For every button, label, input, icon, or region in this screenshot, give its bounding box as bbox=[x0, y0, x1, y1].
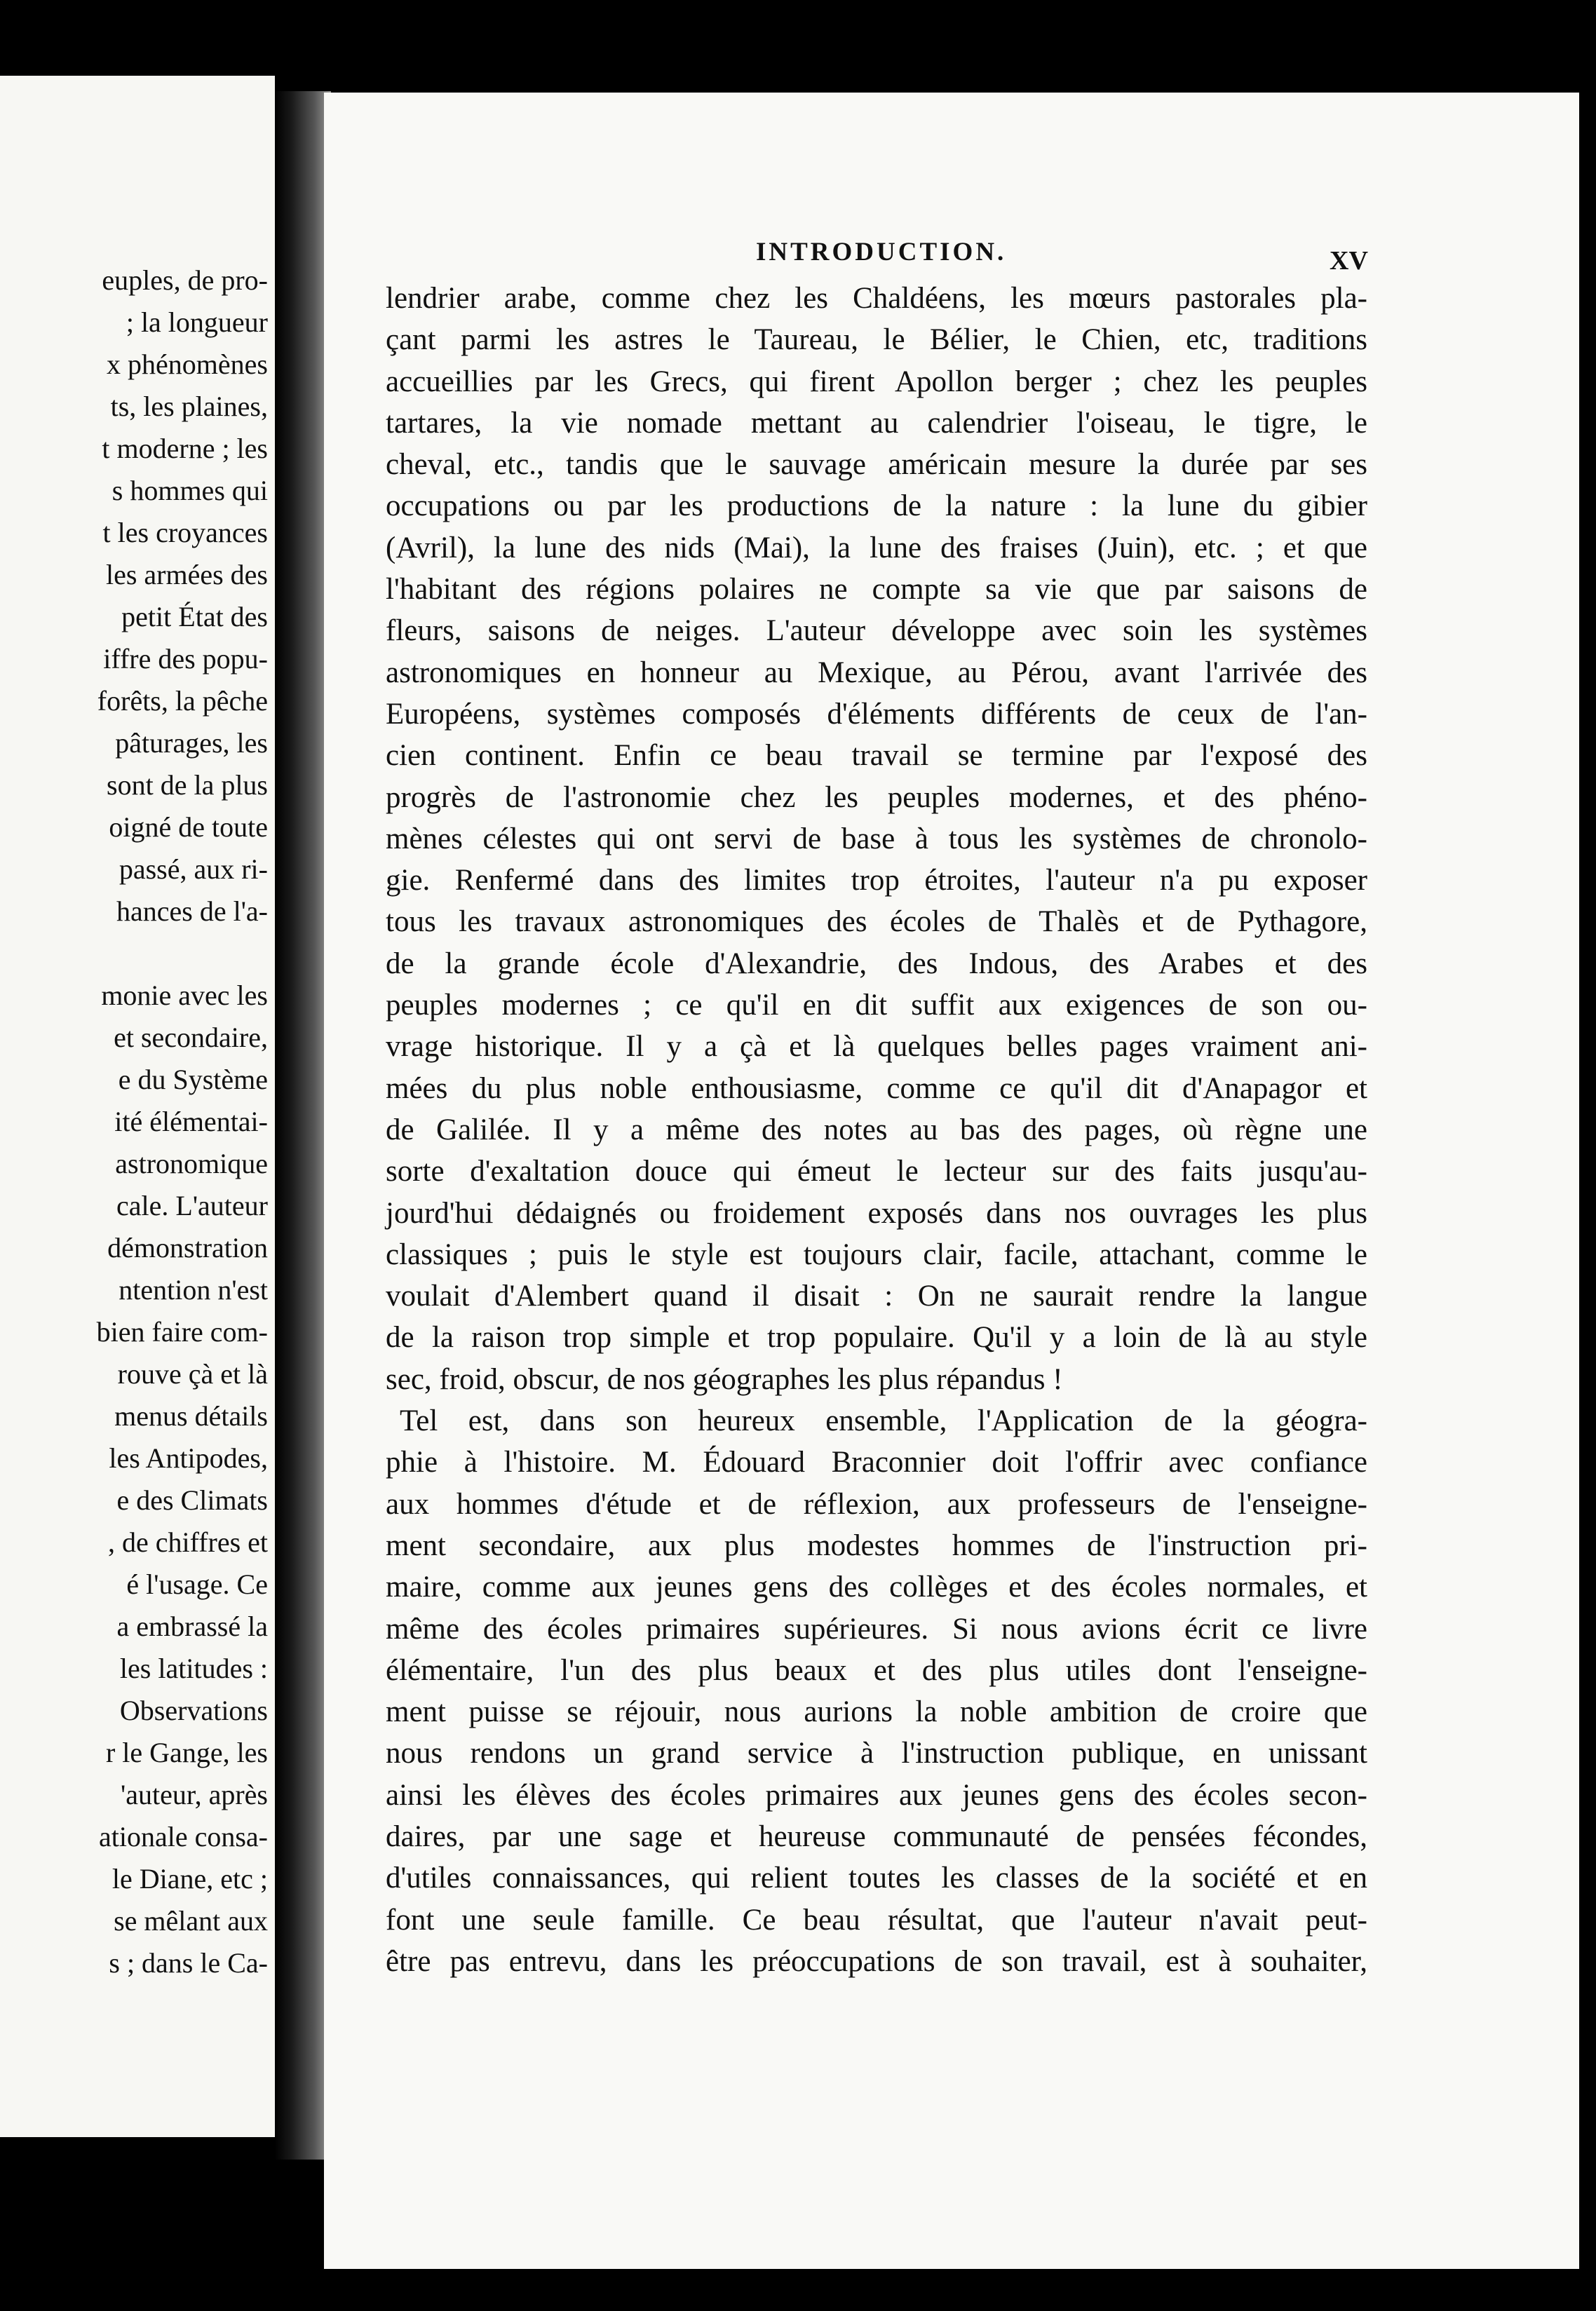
text-line: fleurs, saisons de neiges. L'auteur développe avec soin les systèmes bbox=[386, 614, 1367, 648]
text-line: classiques ; puis le style est toujours clair, facile, attachant, comme le bbox=[386, 1238, 1367, 1271]
text-line: ité élémentai- bbox=[114, 1106, 268, 1137]
text-line: peuples modernes ; ce qu'il en dit suffit aux exigences de son ou- bbox=[386, 989, 1367, 1022]
text-line: ntention n'est bbox=[119, 1274, 268, 1306]
left-page bbox=[0, 76, 275, 2137]
text-line: sec, froid, obscur, de nos géographes les plus répandus ! bbox=[386, 1362, 1063, 1396]
text-line: ationale consa- bbox=[99, 1821, 268, 1852]
text-line: cien continent. Enfin ce beau travail se termine par l'exposé des bbox=[386, 739, 1367, 773]
text-line: astronomique bbox=[115, 1148, 268, 1179]
text-line: euples, de pro- bbox=[102, 264, 268, 296]
text-line: forêts, la pêche bbox=[97, 685, 268, 717]
text-line: nous rendons un grand service à l'instruction publique, en unissant bbox=[386, 1737, 1367, 1770]
text-line: et secondaire, bbox=[114, 1022, 268, 1053]
left-page-text bbox=[0, 259, 272, 1984]
text-line: être pas entrevu, dans les préoccupations de son travail, est à souhaiter, bbox=[386, 1944, 1367, 1978]
text-line: occupations ou par les productions de la nature : la lune du gibier bbox=[386, 489, 1367, 523]
text-line: sorte d'exaltation douce qui émeut le lecteur sur des faits jusqu'au- bbox=[386, 1155, 1367, 1188]
text-line: t moderne ; les bbox=[102, 433, 268, 464]
text-line: e du Système bbox=[118, 1064, 268, 1095]
text-line: ; la longueur bbox=[126, 306, 268, 338]
text-line: ainsi les élèves des écoles primaires aux jeunes gens des écoles secon- bbox=[386, 1778, 1367, 1812]
text-line: 'auteur, après bbox=[121, 1779, 268, 1810]
text-line: ts, les plaines, bbox=[110, 391, 268, 422]
page-number: XV bbox=[1330, 246, 1368, 276]
text-line: cheval, etc., tandis que le sauvage américain mesure la durée par ses bbox=[386, 448, 1367, 482]
text-line: Européens, systèmes composés d'éléments différents de ceux de l'an- bbox=[386, 697, 1367, 731]
text-line: gie. Renfermé dans des limites trop étroites, l'auteur n'a pu exposer bbox=[386, 864, 1367, 897]
text-line: les armées des bbox=[105, 559, 268, 590]
text-line: tous les travaux astronomiques des écoles de Thalès et de Pythagore, bbox=[386, 905, 1367, 939]
text-line: tartares, la vie nomade mettant au calendrier l'oiseau, le tigre, le bbox=[386, 406, 1367, 440]
text-line: font une seule famille. Ce beau résultat, que l'auteur n'avait peut- bbox=[386, 1903, 1367, 1937]
text-line: le Diane, etc ; bbox=[111, 1863, 268, 1895]
text-line: les latitudes : bbox=[119, 1653, 268, 1684]
text-line: aux hommes d'étude et de réflexion, aux professeurs de l'enseigne- bbox=[386, 1487, 1367, 1521]
text-line: t les croyances bbox=[102, 517, 268, 548]
text-line: ment secondaire, aux plus modestes hommes de l'instruction pri- bbox=[386, 1529, 1367, 1562]
text-line: élémentaire, l'un des plus beaux et des plus utiles dont l'enseigne- bbox=[386, 1653, 1367, 1687]
text-line: çant parmi les astres le Taureau, le Bélier, le Chien, etc, traditions bbox=[386, 323, 1367, 357]
text-line: phie à l'histoire. M. Édouard Braconnier doit l'offrir avec confiance bbox=[386, 1446, 1367, 1479]
text-line: x phénomènes bbox=[107, 348, 268, 380]
text-line bbox=[0, 933, 272, 975]
text-line: oigné de toute bbox=[109, 811, 268, 843]
text-line: a embrassé la bbox=[116, 1611, 268, 1642]
text-line: ment puisse se réjouir, nous aurions la noble ambition de croire que bbox=[386, 1695, 1367, 1729]
book-gutter-shadow bbox=[275, 91, 331, 2160]
text-line: , de chiffres et bbox=[107, 1526, 268, 1558]
text-line: petit État des bbox=[121, 601, 268, 632]
text-line: bien faire com- bbox=[96, 1316, 268, 1348]
right-page-text bbox=[386, 278, 1367, 1982]
text-line: daires, par une sage et heureuse communauté de pensées fécondes, bbox=[386, 1819, 1367, 1853]
text-line: progrès de l'astronomie chez les peuples modernes, et des phéno- bbox=[386, 780, 1367, 814]
text-line: de Galilée. Il y a même des notes au bas des pages, où règne une bbox=[386, 1113, 1367, 1146]
running-header: INTRODUCTION. bbox=[756, 238, 1007, 266]
text-line: s hommes qui bbox=[111, 475, 268, 506]
text-line: jourd'hui dédaignés ou froidement exposés dans nos ouvrages les plus bbox=[386, 1196, 1367, 1230]
text-line: e des Climats bbox=[116, 1484, 268, 1516]
text-line: astronomiques en honneur au Mexique, au Pérou, avant l'arrivée des bbox=[386, 656, 1367, 689]
text-line: mènes célestes qui ont servi de base à tous les systèmes de chronolo- bbox=[386, 822, 1367, 855]
text-line: sont de la plus bbox=[107, 769, 268, 801]
text-line: monie avec les bbox=[101, 980, 268, 1011]
text-line: d'utiles connaissances, qui relient toutes les classes de la société et en bbox=[386, 1862, 1367, 1895]
text-line: é l'usage. Ce bbox=[126, 1568, 268, 1600]
text-line: voulait d'Alembert quand il disait : On ne saurait rendre la langue bbox=[386, 1280, 1367, 1313]
text-line: l'habitant des régions polaires ne compte sa vie que par saisons de bbox=[386, 573, 1367, 606]
text-line: se mêlant aux bbox=[114, 1905, 268, 1937]
text-line: Tel est, dans son heureux ensemble, l'Application de la géogra- bbox=[400, 1404, 1367, 1438]
text-line: hances de l'a- bbox=[116, 895, 268, 927]
text-line: iffre des popu- bbox=[103, 643, 268, 675]
text-line: accueillies par les Grecs, qui firent Apollon berger ; chez les peuples bbox=[386, 365, 1367, 398]
text-line: Observations bbox=[119, 1695, 268, 1726]
text-line: lendrier arabe, comme chez les Chaldéens, les mœurs pastorales pla- bbox=[386, 282, 1367, 315]
text-line: s ; dans le Ca- bbox=[109, 1947, 268, 1979]
text-line: (Avril), la lune des nids (Mai), la lune des fraises (Juin), etc. ; et que bbox=[386, 531, 1367, 564]
text-line: maire, comme aux jeunes gens des collèges et des écoles normales, et bbox=[386, 1571, 1367, 1604]
text-line: passé, aux ri- bbox=[119, 853, 268, 885]
text-line: r le Gange, les bbox=[105, 1737, 268, 1768]
text-line: vrage historique. Il y a çà et là quelques belles pages vraiment ani- bbox=[386, 1030, 1367, 1064]
text-line: démonstration bbox=[107, 1232, 268, 1263]
text-line: les Antipodes, bbox=[109, 1442, 268, 1474]
text-line: même des écoles primaires supérieures. Si nous avions écrit ce livre bbox=[386, 1612, 1367, 1646]
text-line: mées du plus noble enthousiasme, comme ce qu'il dit d'Anapagor et bbox=[386, 1071, 1367, 1105]
text-line: menus détails bbox=[114, 1400, 268, 1432]
text-line: cale. L'auteur bbox=[116, 1190, 268, 1221]
text-line: pâturages, les bbox=[115, 727, 268, 759]
text-line: de la grande école d'Alexandrie, des Indous, des Arabes et des bbox=[386, 947, 1367, 980]
text-line: de la raison trop simple et trop populaire. Qu'il y a loin de là au style bbox=[386, 1321, 1367, 1355]
text-line: rouve çà et là bbox=[117, 1358, 268, 1390]
